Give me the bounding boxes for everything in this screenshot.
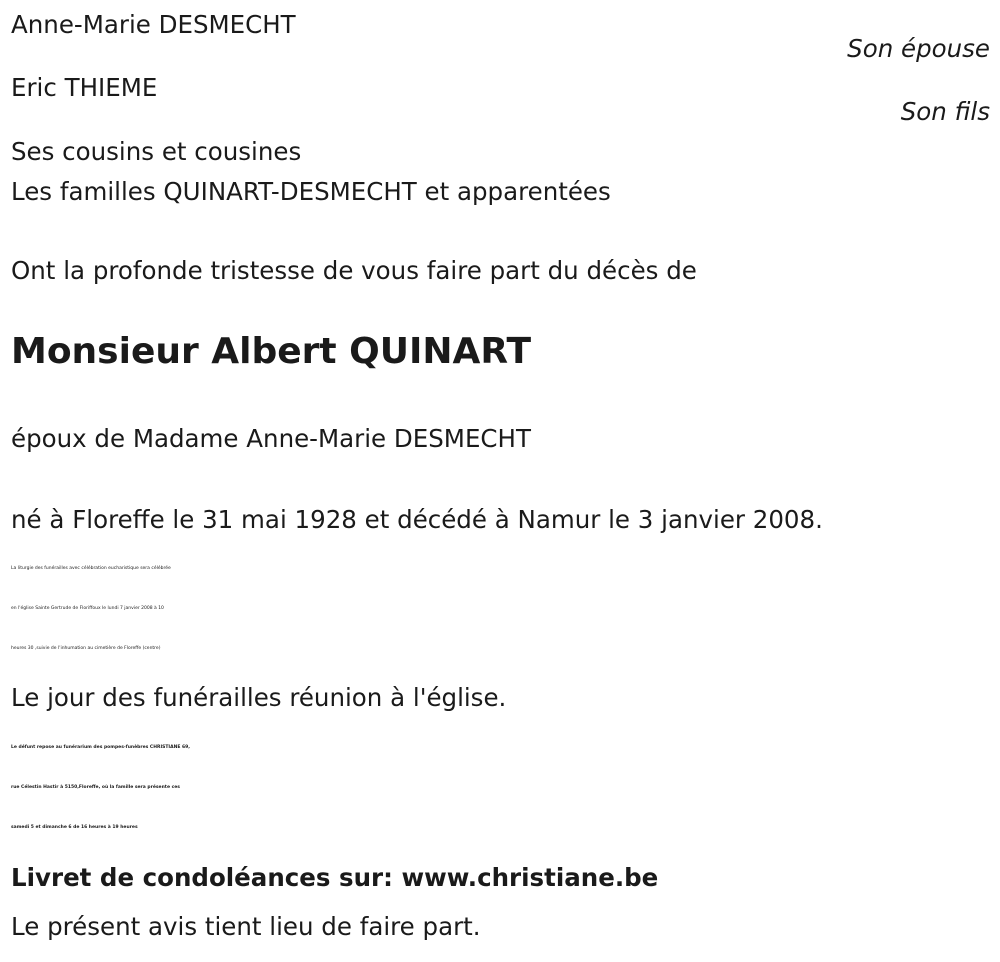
- meeting-line: Le jour des funérailles réunion à l'église.: [11, 683, 507, 712]
- announcement-text: Ont la profonde tristesse de vous faire part du décès de: [11, 256, 697, 285]
- funerarium-line-3: samedi 5 et dimanche 6 de 16 heures à 19 heures: [11, 825, 138, 830]
- condolences-line: Livret de condoléances sur: www.christiane.be: [11, 863, 659, 892]
- liturgy-line-2: en l'église Sainte Gertrude de Floriffoux le lundi 7 janvier 2008 à 10: [11, 606, 164, 611]
- mourner-role-1: Son épouse: [847, 34, 990, 63]
- mourner-name-2: Eric THIEME: [11, 73, 158, 102]
- birth-death-line: né à Floreffe le 31 mai 1928 et décédé à Namur le 3 janvier 2008.: [11, 505, 823, 534]
- liturgy-paragraph: [11, 549, 996, 669]
- liturgy-line-1: La liturgie des funérailles avec célébration eucharistique sera célébrée: [11, 566, 171, 571]
- closing-line: Le présent avis tient lieu de faire part.: [11, 912, 481, 941]
- funerarium-line-2: rue Célestin Hastir à 5150,Floreffe, où la famille sera présente ces: [11, 785, 180, 790]
- relatives-line-2: Les familles QUINART-DESMECHT et apparentées: [11, 177, 611, 206]
- relatives-line-1: Ses cousins et cousines: [11, 137, 302, 166]
- mourner-name-1: Anne-Marie DESMECHT: [11, 10, 296, 39]
- mourner-role-2: Son fils: [900, 97, 990, 126]
- funerarium-line-1: Le défunt repose au funérarium des pompes-funèbres CHRISTIANE 69,: [11, 745, 190, 750]
- deceased-name: Monsieur Albert QUINART: [11, 331, 532, 372]
- liturgy-line-3: heures 30 ,suivie de l'inhumation au cimetière de Floreffe (centre): [11, 646, 161, 651]
- funerarium-paragraph: [11, 728, 996, 848]
- spouse-line: époux de Madame Anne-Marie DESMECHT: [11, 424, 531, 453]
